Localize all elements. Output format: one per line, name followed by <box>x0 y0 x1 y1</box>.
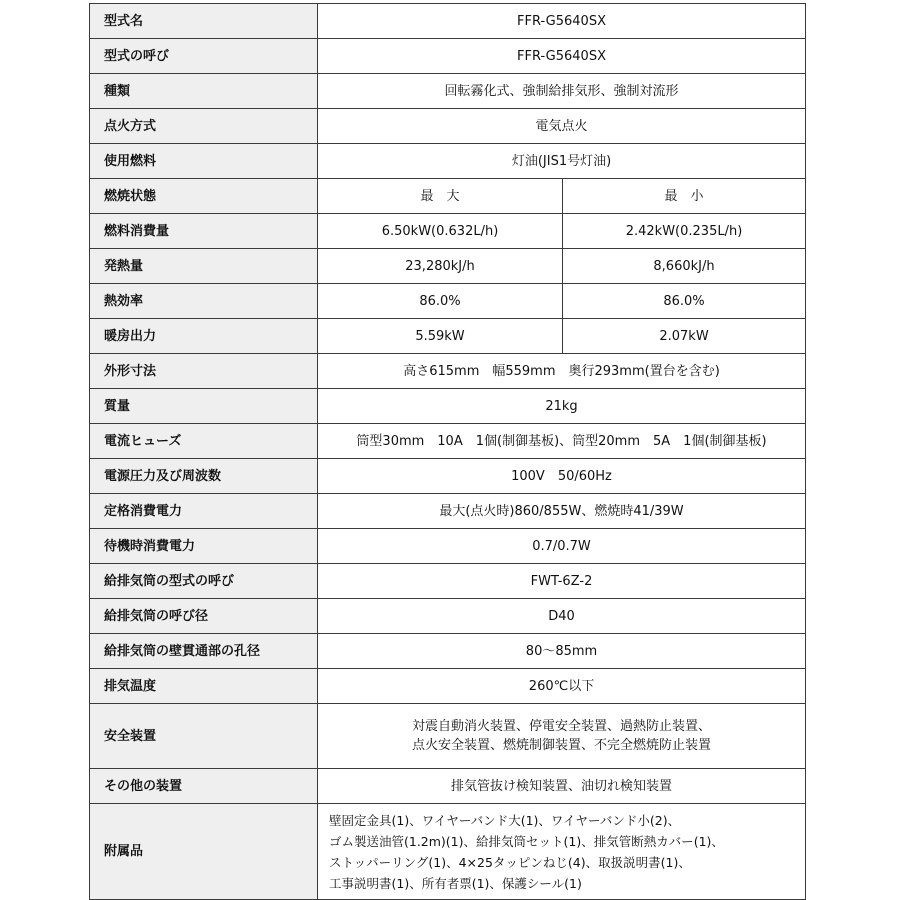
label-fuel: 使用燃料 <box>90 144 318 179</box>
value-fuel-consumption-max: 6.50kW(0.632L/h) <box>318 214 563 249</box>
label-exhaust-temp: 排気温度 <box>90 669 318 704</box>
label-rated-power: 定格消費電力 <box>90 494 318 529</box>
label-combustion-state: 燃焼状態 <box>90 179 318 214</box>
row-exhaust-temp <box>90 669 806 704</box>
row-other-devices <box>90 769 806 804</box>
label-type: 種類 <box>90 74 318 109</box>
value-flue-diameter: D40 <box>318 599 806 634</box>
label-safety: 安全装置 <box>90 704 318 769</box>
row-fuel-consumption <box>90 214 806 249</box>
value-thermal-efficiency-max: 86.0% <box>318 284 563 319</box>
label-other-devices: その他の装置 <box>90 769 318 804</box>
row-flue-model <box>90 564 806 599</box>
accessories-line-4: 工事説明書(1)、所有者票(1)、保護シール(1) <box>329 875 582 891</box>
label-fuse: 電流ヒューズ <box>90 424 318 459</box>
row-fuel <box>90 144 806 179</box>
label-dimensions: 外形寸法 <box>90 354 318 389</box>
label-ignition: 点火方式 <box>90 109 318 144</box>
row-flue-hole <box>90 634 806 669</box>
row-type <box>90 74 806 109</box>
value-heat-output-min: 8,660kJ/h <box>563 249 806 284</box>
safety-line-1: 対震自動消火装置、停電安全装置、過熱防止装置、 <box>412 719 712 734</box>
label-model-name: 型式名 <box>90 4 318 39</box>
value-flue-hole: 80～85mm <box>318 634 806 669</box>
value-exhaust-temp: 260℃以下 <box>318 669 806 704</box>
row-safety <box>90 704 806 769</box>
value-weight: 21kg <box>318 389 806 424</box>
label-standby-power: 待機時消費電力 <box>90 529 318 564</box>
value-fuel-consumption-min: 2.42kW(0.235L/h) <box>563 214 806 249</box>
value-other-devices: 排気管抜け検知装置、油切れ検知装置 <box>318 769 806 804</box>
row-rated-power <box>90 494 806 529</box>
accessories-line-2: ゴム製送油管(1.2m)(1)、給排気筒セット(1)、排気管断熱カバー(1)、 <box>329 833 724 849</box>
value-safety <box>318 704 806 769</box>
row-accessories <box>90 804 806 900</box>
row-dimensions <box>90 354 806 389</box>
label-flue-hole: 給排気筒の壁貫通部の孔径 <box>90 634 318 669</box>
row-fuse <box>90 424 806 459</box>
value-flue-model: FWT-6Z-2 <box>318 564 806 599</box>
row-flue-diameter <box>90 599 806 634</box>
row-combustion-state <box>90 179 806 214</box>
value-heat-output-max: 23,280kJ/h <box>318 249 563 284</box>
label-accessories: 附属品 <box>90 804 318 900</box>
value-model-name: FFR-G5640SX <box>318 4 806 39</box>
label-weight: 質量 <box>90 389 318 424</box>
accessories-line-3: ストッパーリング(1)、4×25タッピンねじ(4)、取扱説明書(1)、 <box>329 854 691 870</box>
accessories-line-1: 壁固定金具(1)、ワイヤーバンド大(1)、ワイヤーバンド小(2)、 <box>329 812 681 828</box>
value-thermal-efficiency-min: 86.0% <box>563 284 806 319</box>
value-combustion-max: 最 大 <box>318 179 563 214</box>
value-power-supply: 100V 50/60Hz <box>318 459 806 494</box>
row-power-supply <box>90 459 806 494</box>
label-model-call: 型式の呼び <box>90 39 318 74</box>
label-power-supply: 電源圧力及び周波数 <box>90 459 318 494</box>
value-dimensions: 高さ615mm 幅559mm 奥行293mm(置台を含む) <box>318 354 806 389</box>
value-rated-power: 最大(点火時)860/855W、燃焼時41/39W <box>318 494 806 529</box>
label-flue-model: 給排気筒の型式の呼び <box>90 564 318 599</box>
spec-table <box>89 3 806 900</box>
label-thermal-efficiency: 熱効率 <box>90 284 318 319</box>
label-heating-output: 暖房出力 <box>90 319 318 354</box>
value-accessories <box>318 804 806 900</box>
label-fuel-consumption: 燃料消費量 <box>90 214 318 249</box>
value-heating-output-min: 2.07kW <box>563 319 806 354</box>
value-fuel: 灯油(JIS1号灯油) <box>318 144 806 179</box>
value-combustion-min: 最 小 <box>563 179 806 214</box>
safety-line-2: 点火安全装置、燃焼制御装置、不完全燃焼防止装置 <box>412 738 712 753</box>
row-ignition <box>90 109 806 144</box>
row-heat-output <box>90 249 806 284</box>
row-model-call <box>90 39 806 74</box>
value-heating-output-max: 5.59kW <box>318 319 563 354</box>
value-ignition: 電気点火 <box>318 109 806 144</box>
label-heat-output: 発熱量 <box>90 249 318 284</box>
label-flue-diameter: 給排気筒の呼び径 <box>90 599 318 634</box>
value-model-call: FFR-G5640SX <box>318 39 806 74</box>
row-model-name <box>90 4 806 39</box>
row-heating-output <box>90 319 806 354</box>
value-type: 回転霧化式、強制給排気形、強制対流形 <box>318 74 806 109</box>
value-standby-power: 0.7/0.7W <box>318 529 806 564</box>
row-thermal-efficiency <box>90 284 806 319</box>
row-weight <box>90 389 806 424</box>
value-fuse: 筒型30mm 10A 1個(制御基板)、筒型20mm 5A 1個(制御基板) <box>318 424 806 459</box>
row-standby-power <box>90 529 806 564</box>
